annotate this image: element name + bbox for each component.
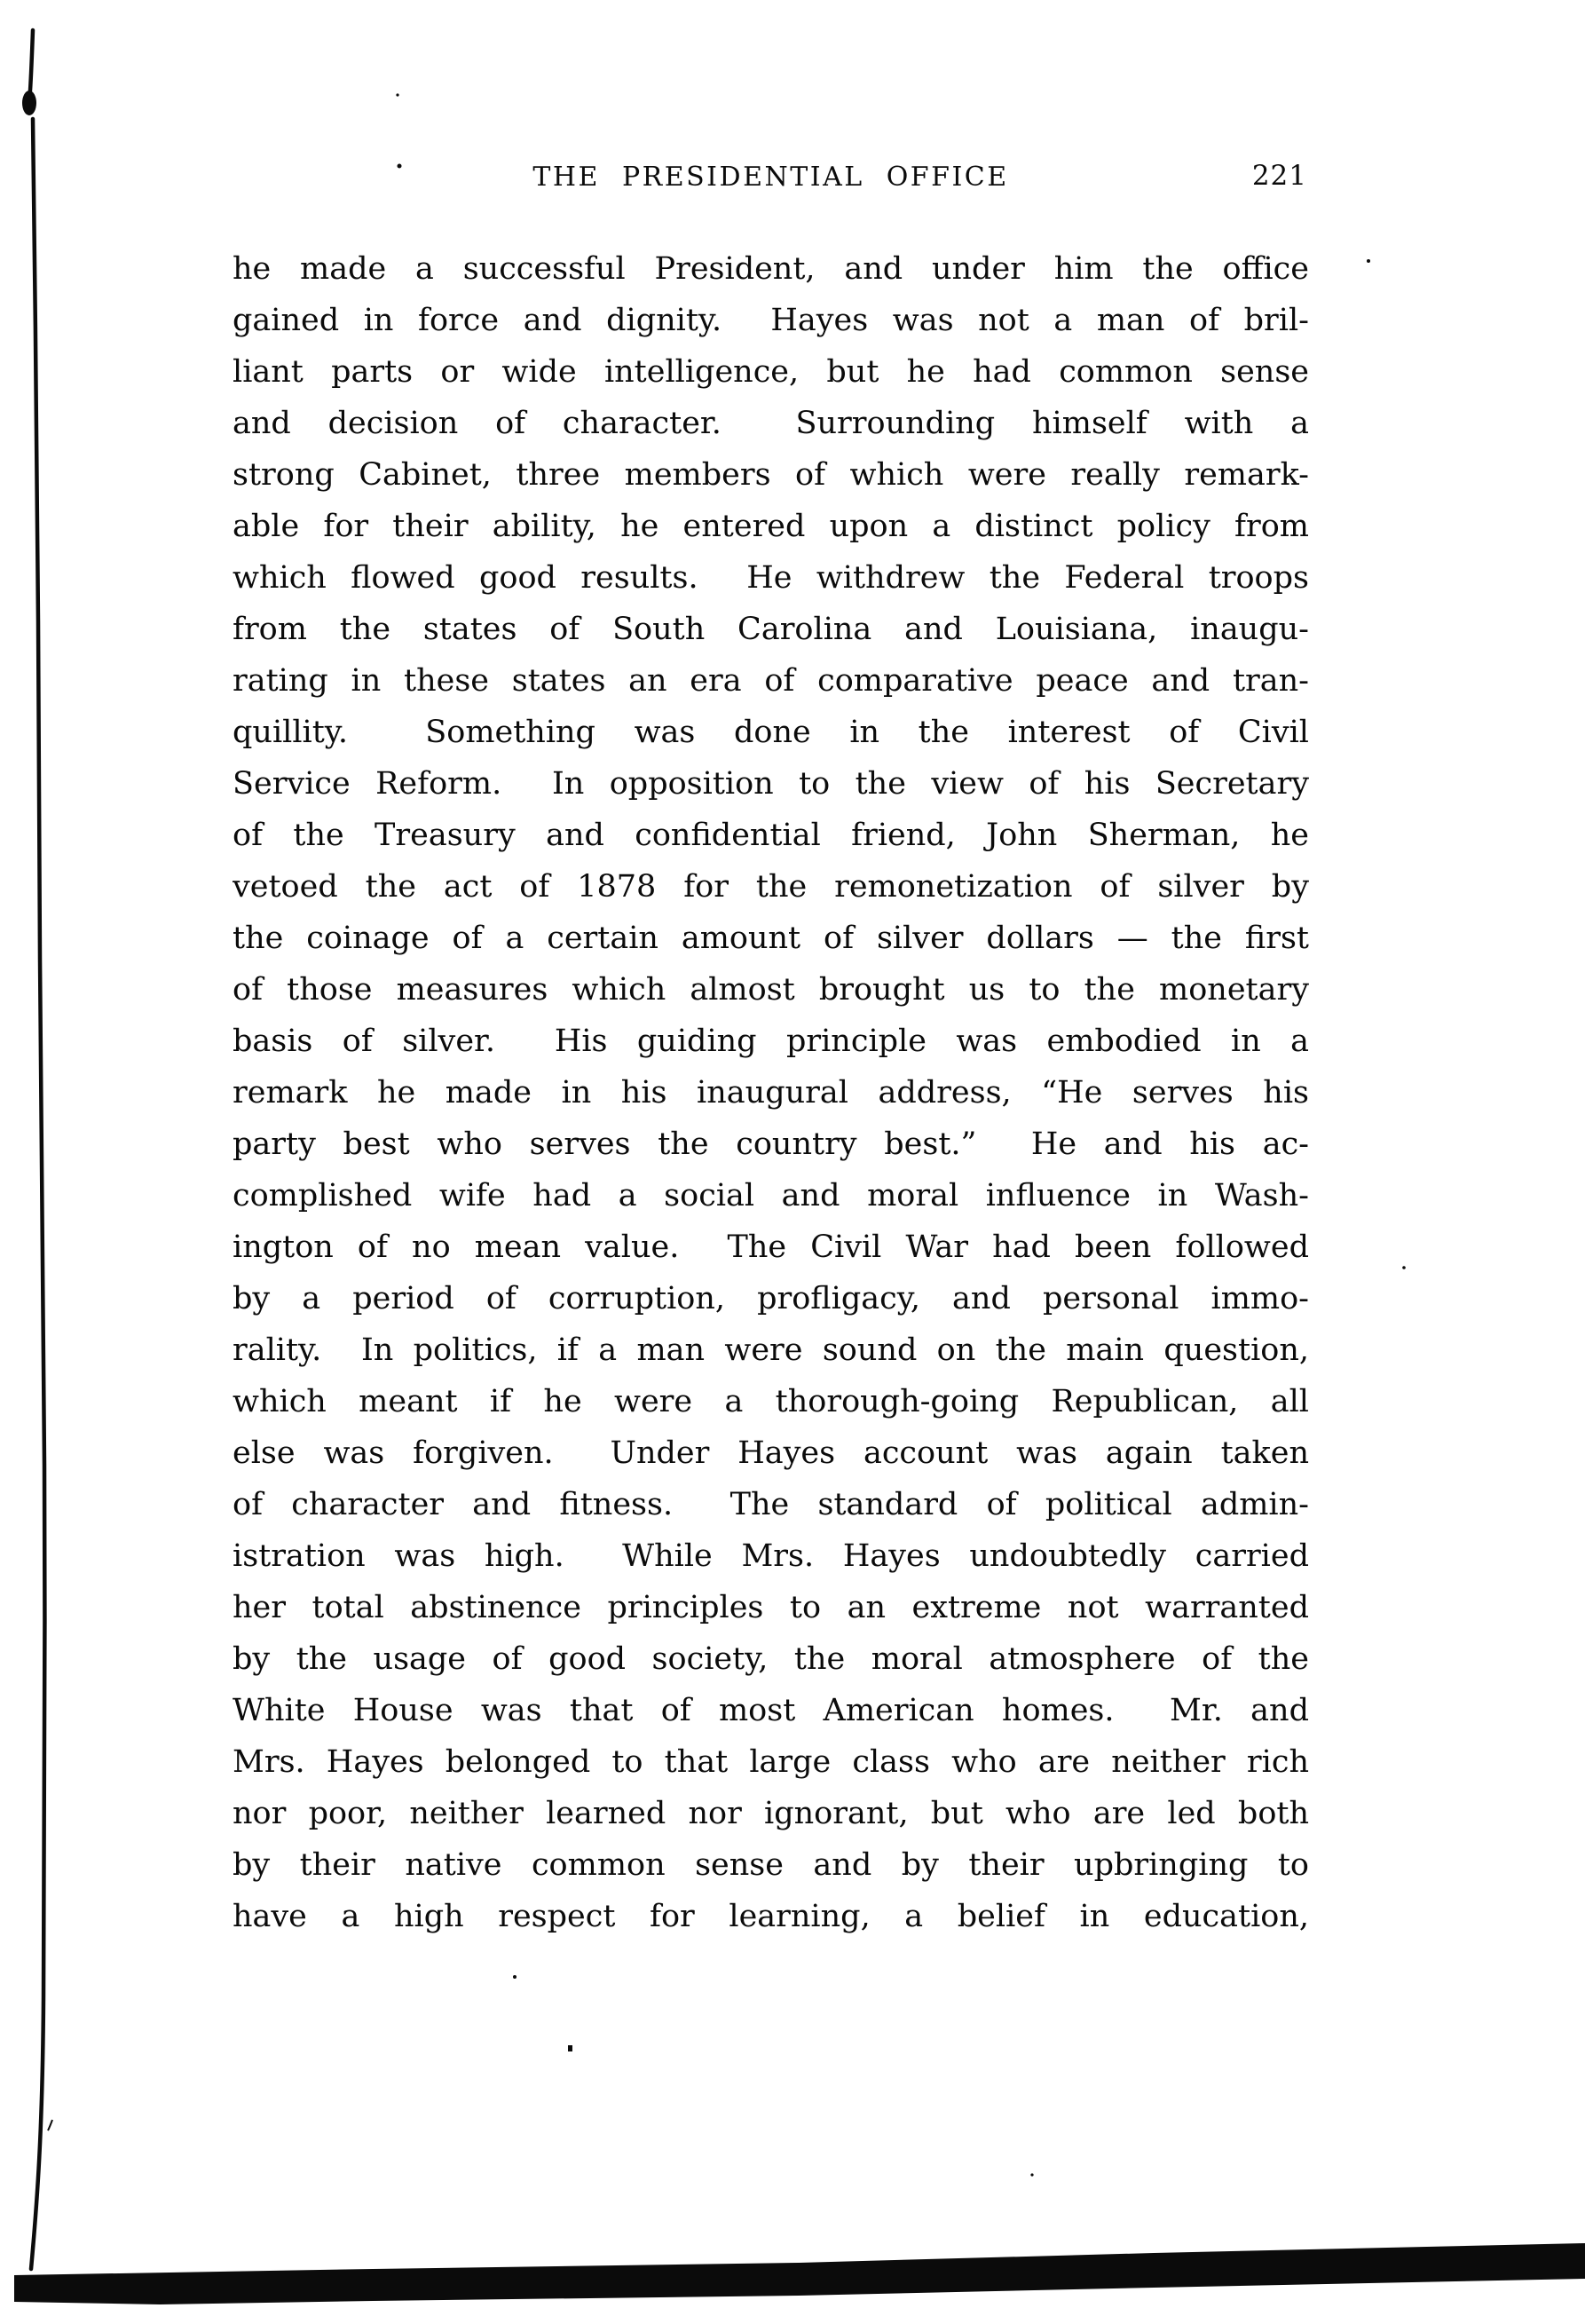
text-line: from the states of South Carolina and Louisiana, inaugu-: [233, 612, 1309, 647]
text-line: quillity. Something was done in the interest of Civil: [233, 715, 1309, 750]
text-line: ington of no mean value. The Civil War had been followed: [233, 1229, 1309, 1265]
ink-speck: [1402, 1266, 1406, 1269]
text-line: strong Cabinet, three members of which were really remark-: [233, 457, 1309, 493]
text-line: Mrs. Hayes belonged to that large class who are neither rich: [233, 1744, 1309, 1780]
text-line: else was forgiven. Under Hayes account was again taken: [233, 1435, 1309, 1471]
text-line: able for their ability, he entered upon a distinct policy from: [233, 509, 1309, 544]
text-line: rality. In politics, if a man were sound on the main question,: [233, 1332, 1309, 1368]
ink-speck: [1030, 2173, 1033, 2176]
text-line: have a high respect for learning, a belief in education,: [233, 1899, 1309, 1934]
text-line: of character and fitness. The standard of political admin-: [233, 1487, 1309, 1522]
ink-speck: [1367, 259, 1370, 263]
text-line: of those measures which almost brought us to the monetary: [233, 972, 1309, 1008]
text-line: liant parts or wide intelligence, but he had common sense: [233, 354, 1309, 390]
text-line: by a period of corruption, profligacy, and personal immo-: [233, 1281, 1309, 1316]
text-line: her total abstinence principles to an extreme not warranted: [233, 1590, 1309, 1625]
text-line: by the usage of good society, the moral atmosphere of the: [233, 1641, 1309, 1677]
binding-edge-line: [30, 30, 44, 2269]
text-line: rating in these states an era of comparative peace and tran-: [233, 663, 1309, 699]
text-line: and decision of character. Surrounding himself with a: [233, 406, 1309, 441]
text-line: he made a successful President, and under him the office: [233, 251, 1309, 287]
text-line: which meant if he were a thorough-going Republican, all: [233, 1384, 1309, 1419]
text-line: nor poor, neither learned nor ignorant, but who are led both: [233, 1796, 1309, 1831]
text-line: Service Reform. In opposition to the view of his Secretary: [233, 766, 1309, 802]
text-line: basis of silver. His guiding principle was embodied in a: [233, 1024, 1309, 1059]
running-header-title: THE PRESIDENTIAL OFFICE: [532, 162, 1009, 193]
text-line: complished wife had a social and moral influence in Wash-: [233, 1178, 1309, 1213]
body-text: [233, 243, 1309, 1942]
text-line: remark he made in his inaugural address, “He serves his: [233, 1075, 1309, 1111]
text-line: of the Treasury and confidential friend, John Sherman, he: [233, 818, 1309, 853]
text-line: the coinage of a certain amount of silver dollars — the first: [233, 921, 1309, 956]
text-line: gained in force and dignity. Hayes was not a man of bril-: [233, 303, 1309, 338]
text-line: which flowed good results. He withdrew the Federal troops: [233, 560, 1309, 596]
ink-speck: [513, 1975, 517, 1979]
text-line: istration was high. While Mrs. Hayes undoubtedly carried: [233, 1538, 1309, 1574]
ink-speck: [48, 2120, 52, 2130]
text-line: White House was that of most American homes. Mr. and: [233, 1693, 1309, 1728]
page-header: [233, 162, 1309, 202]
text-line: party best who serves the country best.” He and his ac-: [233, 1126, 1309, 1162]
binding-line-blob: [22, 91, 36, 115]
page-number: 221: [1251, 160, 1307, 192]
ink-speck: [396, 93, 398, 96]
ink-speck: [568, 2045, 572, 2051]
bottom-scan-bar: [14, 2243, 1585, 2304]
text-line: vetoed the act of 1878 for the remonetization of silver by: [233, 869, 1309, 905]
text-line: by their native common sense and by their upbringing to: [233, 1847, 1309, 1883]
